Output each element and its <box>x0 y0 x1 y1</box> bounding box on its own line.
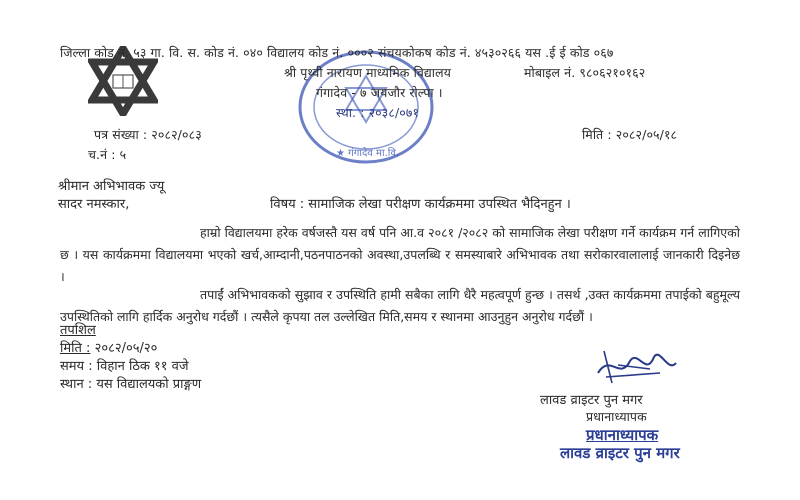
dispatch-number: च.नं : ५ <box>88 147 127 162</box>
school-name: श्री पृथ्वी नारायण माध्यमिक विद्यालय <box>284 65 452 80</box>
signatory-name: लावड व्राइटर पुन मगर <box>540 393 643 408</box>
event-date-label: मिति : <box>60 341 91 356</box>
codes-line: जिल्ला कोड नं. ५३ गा. वि. स. कोड नं. ०४० विद्यालय कोड नं. ०००२ संचयकोकष कोड नं. ४५३०२६६ यस .ई ई कोड ०६७ <box>60 45 614 60</box>
details-heading: तपशिल <box>60 323 96 338</box>
event-date-value: २०८२/०५/२० <box>90 341 158 356</box>
recipient: श्रीमान अभिभावक ज्यू <box>58 179 165 194</box>
body-paragraph-1: हाम्रो विद्यालयमा हरेक वर्षजस्तै यस वर्ष पनि आ.व २०८१ /२०८२ को सामाजिक लेखा परीक्षण गर्ने कार्यक्रम गर्न लागिएको छ । यस कार्यक्रममा विद्यालयमा भएको खर्च,आम्दानी,पठनपाठनको अवस्था,उपलब्धि र समस्याबारे अभिभावक तथा सरोकारवालालाई जानकारी दिइनेछ । <box>60 225 740 284</box>
event-time: समय : विहान ठिक ११ वजे <box>60 359 189 374</box>
letter-date: मिति : २०८२/०५/१८ <box>582 127 678 142</box>
event-venue: स्थान : यस विद्यालयको प्राङ्गण <box>60 377 202 392</box>
school-address: गंगादेव - ७ जयजौर रोल्पा । <box>316 85 443 100</box>
mobile-number: मोबाइल नं. ९८०६२१०१६२ <box>524 65 646 80</box>
body-paragraph-2: तपाईं अभिभावकको सुझाव र उपस्थिति हामी सबैका लागि धैरै महत्वपूर्ण हुन्छ । तसर्थ ,उक्त कार्यक्रममा तपाईको बहुमूल्य उपस्थितिको लागि हार्दिक अनुरोध गर्दछौं । त्यसैले कृपया तल उल्लेखित मिति,समय र स्थानमा आउनुहुन अनुरोध गर्दछौं । <box>60 287 740 324</box>
designation-stamp-title: प्रधानाध्यापक <box>586 426 659 444</box>
letter-number: पत्र संख्या : २०८२/०८३ <box>94 127 202 142</box>
signatory-title: प्रधानाध्यापक <box>586 409 647 424</box>
greeting: सादर नमस्कार, <box>58 197 130 212</box>
svg-text:★ गंगादेव मा.वि.: ★ गंगादेव मा.वि. <box>336 148 400 159</box>
established-year: स्था. : २०३८/०७१ <box>336 105 420 120</box>
handwritten-signature <box>590 343 680 385</box>
event-date <box>60 338 157 356</box>
subject-line: विषय : सामाजिक लेखा परीक्षण कार्यक्रममा उपस्थित भैदिनहुन । <box>270 197 571 212</box>
designation-stamp-name: लावड व्राइटर पुन मगर <box>560 444 680 462</box>
